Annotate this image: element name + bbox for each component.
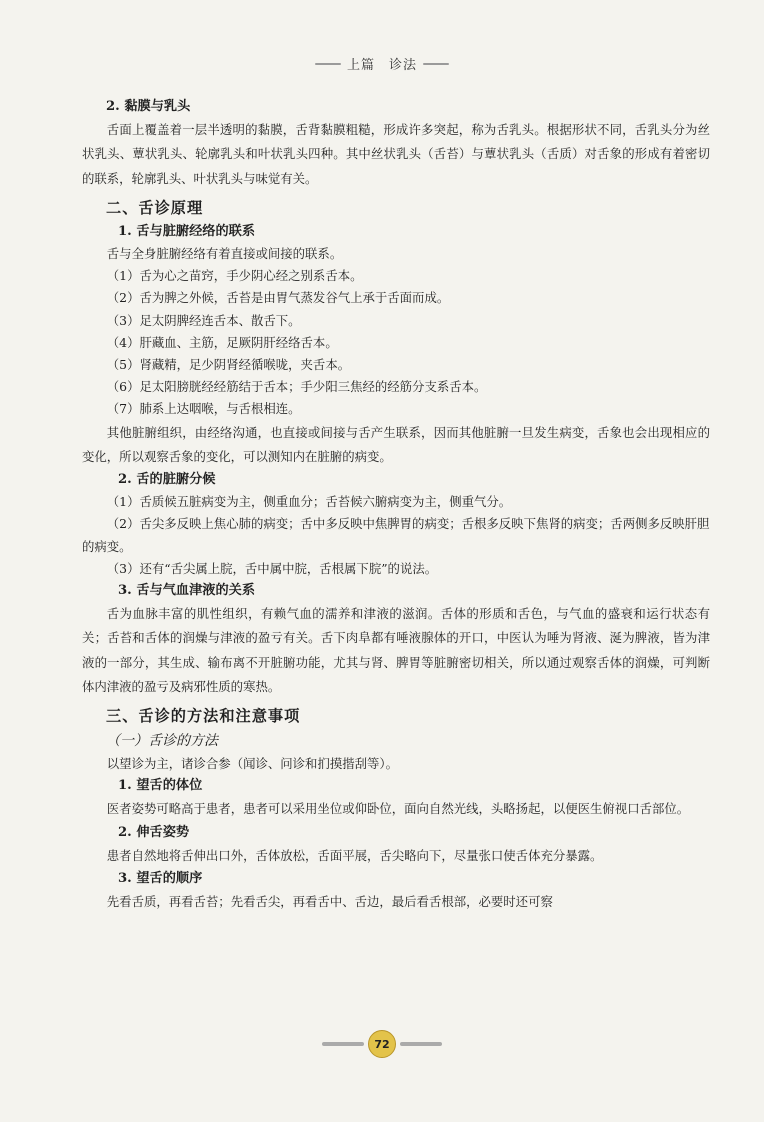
paragraph-order: 先看舌质，再看舌苔；先看舌尖，再看舌中、舌边，最后看舌根部，必要时还可察 — [106, 893, 553, 909]
paragraph-posture: 医者姿势可略高于患者，患者可以采用坐位或仰卧位，面向自然光线，头略扬起，以便医生俯视口舌部位。 — [106, 801, 690, 817]
paragraph-meridian-intro: 舌与全身脏腑经络有着直接或间接的联系。 — [106, 245, 343, 261]
paragraph-method-intro: 以望诊为主，诸诊合参（闻诊、问诊和扪摸揩刮等）。 — [106, 756, 398, 772]
list-item: （3）足太阴脾经连舌本、散舌下。 — [106, 312, 301, 328]
paragraph-meridian-summary: 其他脏腑组织，由经络沟通，也直接或间接与舌产生联系，因而其他脏腑一旦发生病变，舌象也会出现相应的变化，所以观察舌象的变化，可以测知内在脏腑的病变。 — [82, 424, 710, 464]
list-item: （4）肝藏血、主筋，足厥阴肝经络舌本。 — [106, 334, 338, 350]
heading-posture: 1. 望舌的体位 — [118, 778, 203, 794]
left-ornament-icon — [315, 61, 341, 67]
left-wing-icon — [322, 1037, 364, 1051]
list-item: （5）肾藏精，足少阴肾经循喉咙，夹舌本。 — [106, 356, 351, 372]
page-number-badge: 72 — [368, 1030, 396, 1058]
paragraph-qi-blood: 舌为血脉丰富的肌性组织，有赖气血的濡养和津液的滋润。舌体的形质和舌色，与气血的盛衰和运行状态有关；舌苔和舌体的润燥与津液的盈亏有关。舌下肉阜都有唾液腺体的开口，中医认为唾为肾液、涎为脾液，皆为津液的一部分，其生成、输布离不开脏腑功能，尤其与肾、脾胃等脏腑密切相关，所以通过观察舌体的润燥，可判断体内津液的盈亏及病邪性质的寒热。 — [82, 605, 710, 694]
heading-meridian: 1. 舌与脏腑经络的联系 — [118, 223, 256, 239]
paragraph-mucosa: 舌面上覆盖着一层半透明的黏膜，舌背黏膜粗糙，形成许多突起，称为舌乳头。根据形状不同，舌乳头分为丝状乳头、蕈状乳头、轮廓乳头和叶状乳头四种。其中丝状乳头（舌苔）与蕈状乳头（舌质）对舌象的形成有着密切的联系，轮廓乳头、叶状乳头与味觉有关。 — [82, 122, 710, 186]
paragraph-tongue-extension: 患者自然地将舌伸出口外，舌体放松，舌面平展，舌尖略向下，尽量张口使舌体充分暴露。 — [106, 847, 603, 863]
list-item: （1）舌质候五脏病变为主，侧重血分；舌苔候六腑病变为主，侧重气分。 — [106, 494, 512, 510]
list-item: （7）肺系上达咽喉，与舌根相连。 — [106, 401, 301, 417]
heading-qi-blood: 3. 舌与气血津液的关系 — [118, 582, 256, 598]
heading-order: 3. 望舌的顺序 — [118, 870, 203, 886]
running-header — [0, 54, 764, 73]
header-part: 上篇 — [346, 58, 375, 73]
page-footer — [0, 1030, 764, 1058]
heading-method: 三、舌诊的方法和注意事项 — [106, 707, 301, 726]
right-ornament-icon — [423, 61, 449, 67]
heading-method-sub: （一）舌诊的方法 — [106, 733, 218, 750]
list-item: （2）舌尖多反映上焦心肺的病变；舌中多反映中焦脾胃的病变；舌根多反映下焦肾的病变；舌两侧多反映肝胆的病变。 — [82, 516, 710, 554]
right-wing-icon — [400, 1037, 442, 1051]
header-chapter: 诊法 — [389, 58, 418, 73]
heading-principle: 二、舌诊原理 — [106, 198, 204, 217]
list-item: （1）舌为心之苗窍，手少阴心经之别系舌本。 — [106, 268, 363, 284]
heading-tongue-extension: 2. 伸舌姿势 — [118, 824, 190, 840]
list-item: （6）足太阳膀胱经经筋结于舌本；手少阳三焦经的经筋分支系舌本。 — [106, 379, 487, 395]
heading-mucosa: 2. 黏膜与乳头 — [106, 99, 191, 114]
list-item: （3）还有“舌尖属上脘，舌中属中脘，舌根属下脘”的说法。 — [106, 560, 438, 576]
list-item: （2）舌为脾之外候，舌苔是由胃气蒸发谷气上承于舌面而成。 — [106, 290, 450, 306]
heading-division: 2. 舌的脏腑分候 — [118, 472, 216, 488]
page-content — [82, 96, 710, 914]
